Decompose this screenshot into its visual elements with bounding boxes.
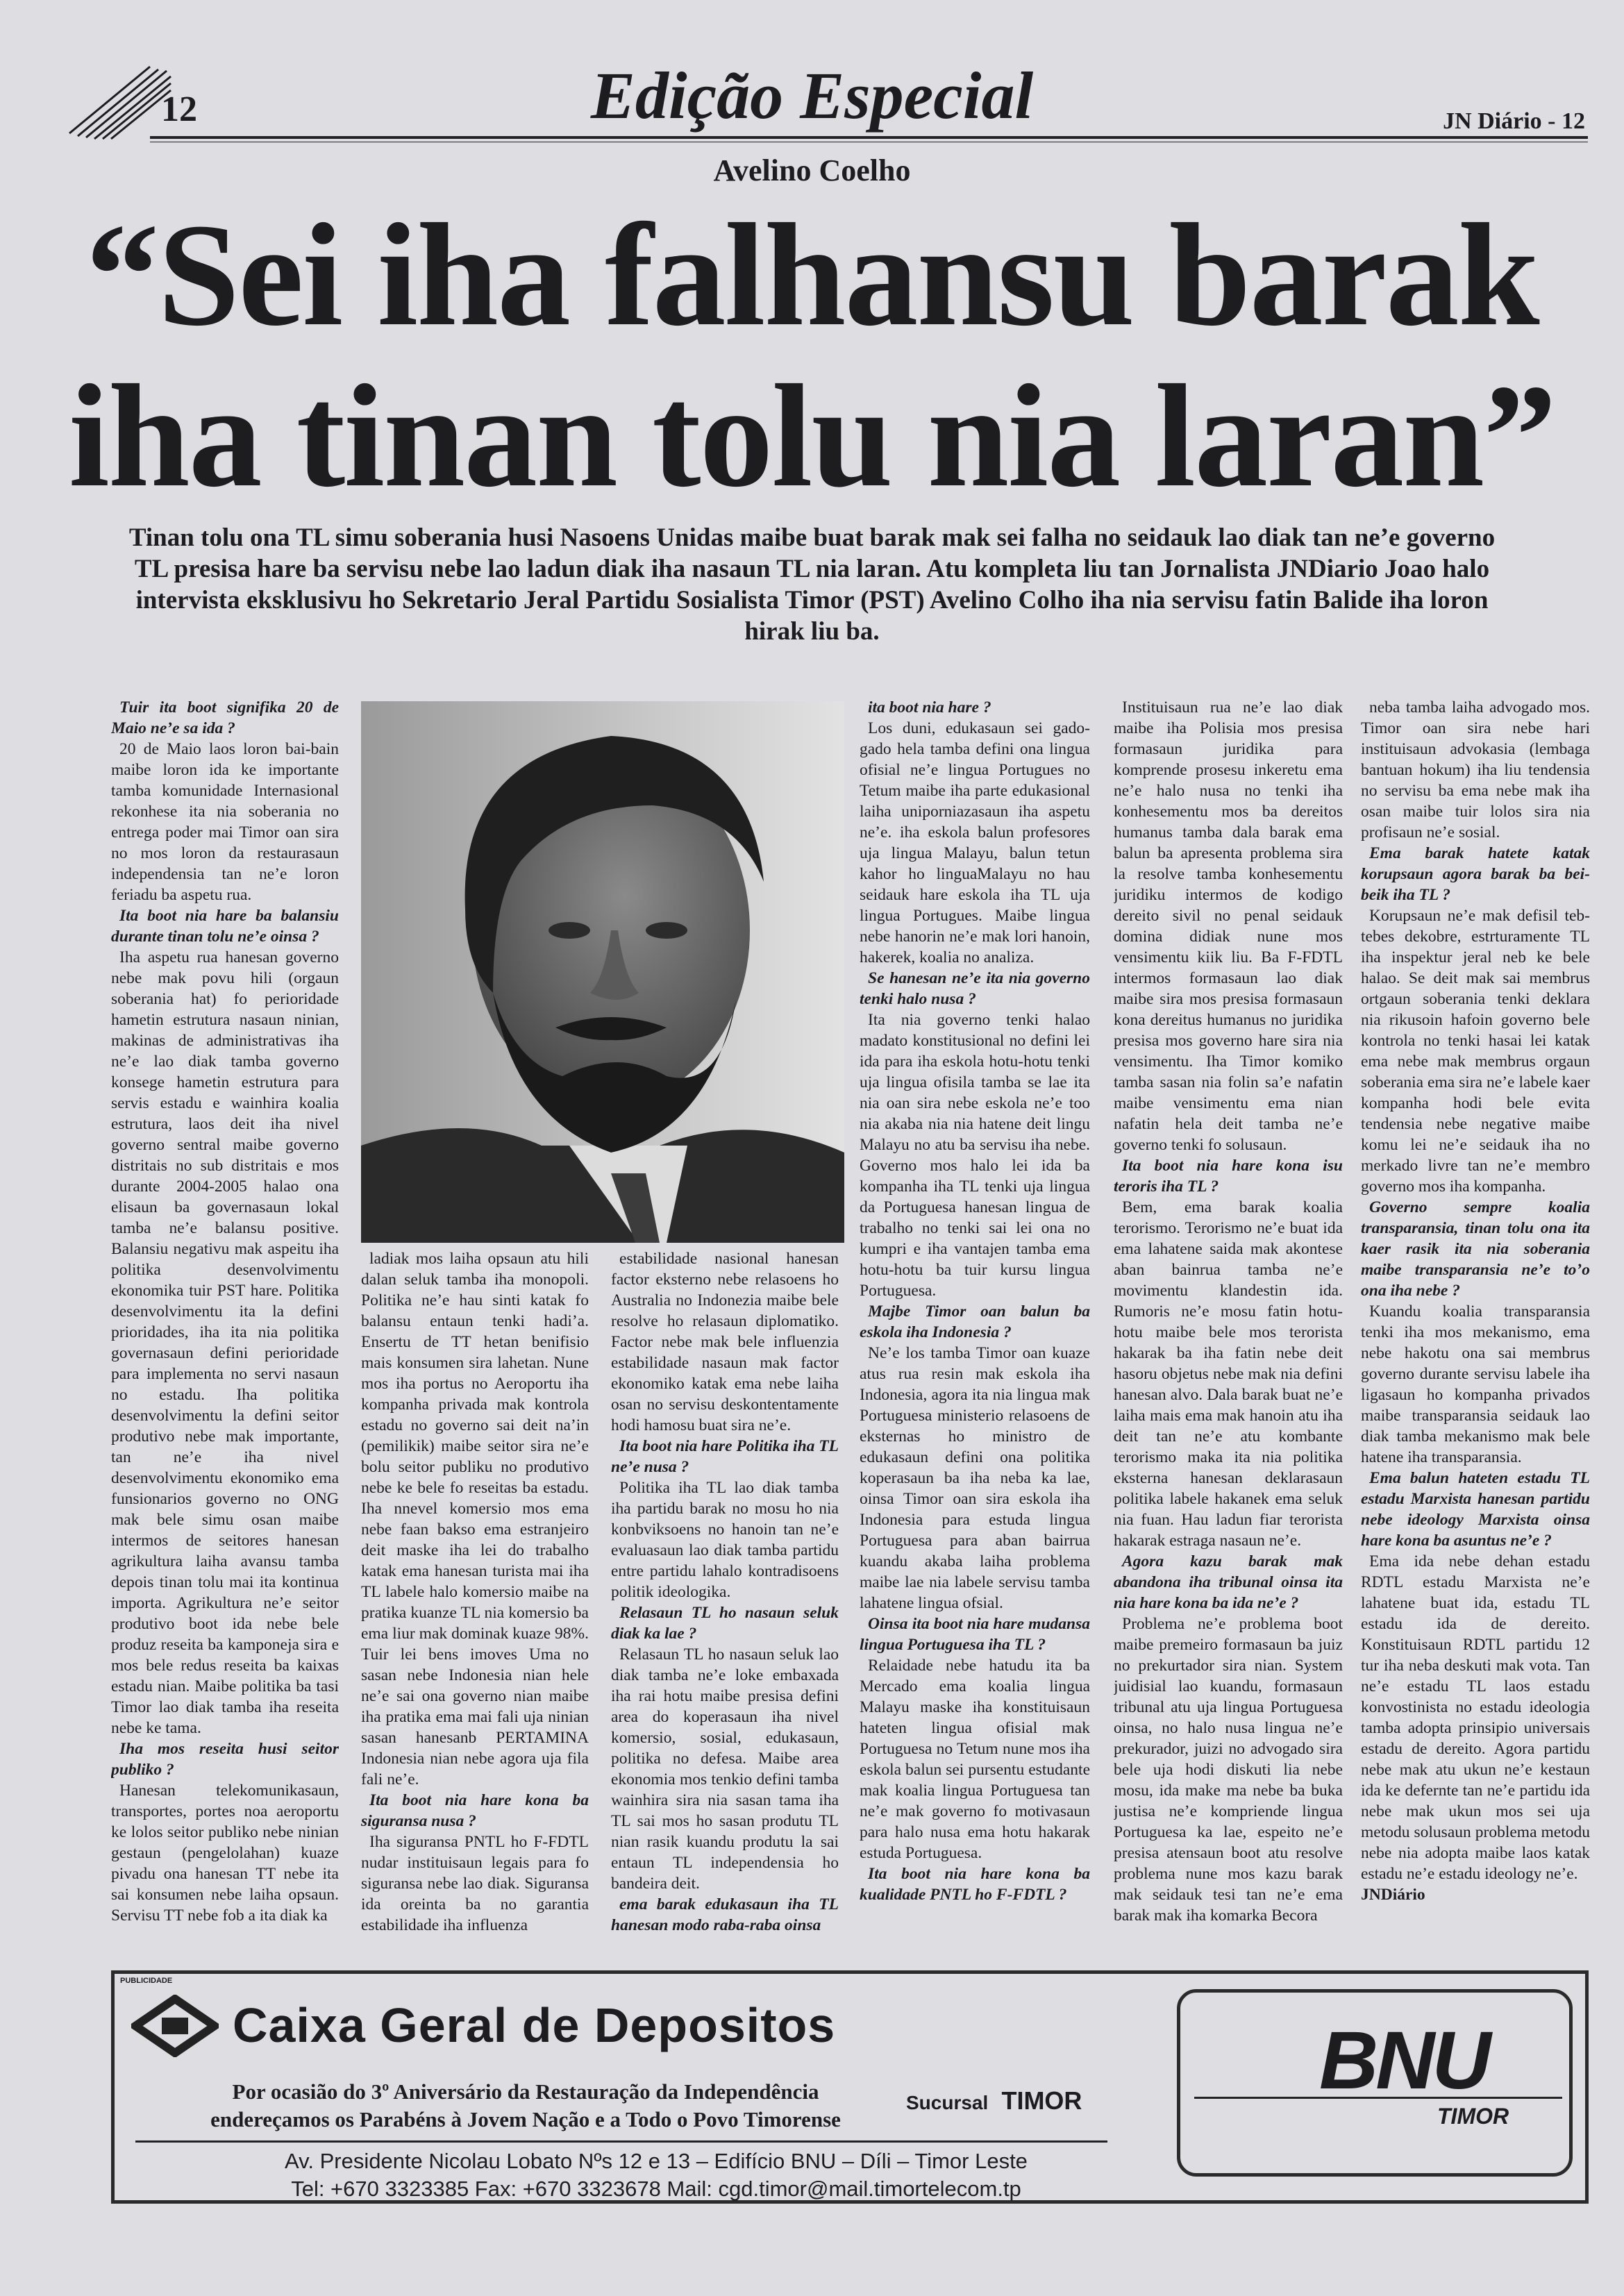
interview-answer: Ema ida nebe dehan estadu RDTL estadu Marxista ne’e lahatene buat ida, estadu TL estadu ida de dereito. Konstituisaun RDTL partidu 12 tur iha neba deskuti mak vota. Tan ne’e estadu TL laos estadu konvostinista no estadu ideologia tamba adopta prinsipio universais estadu de dereito. Agora partidu nebe mak atu ukun ne’e kestaun ida ke defernte tan ne’e partidu ida nebe mak ukun mos sei uja metodu solusaun problema metodu nebe nia adopta maibe laos katak estadu ne’e estadu ideology ne’e. <box>1361 1552 1590 1883</box>
ad-address: Av. Presidente Nicolau Lobato Nºs 12 e 13 – Edifício BNU – Díli – Timor Leste <box>285 2149 1028 2173</box>
interview-answer: neba tamba laiha advogado mos. Timor oan sira nebe hari instituisaun advokasia (lembaga bantuan hokum) iha liu tendensia no servisu ba ema nebe mak iha osan maibe tuir lolos sira nia profisaun ne’e sosial. <box>1361 698 1590 841</box>
article-column-3 <box>611 1248 839 1966</box>
bnu-sub: TIMOR <box>1437 2104 1509 2129</box>
article-column-1 <box>111 697 339 1959</box>
interview-answer: Kuandu koalia transparansia tenki iha mos mekanismo, ema nebe hakotu ona sai membrus governo durante servisu labele iha ligasaun ho kompanha privados maibe transparansia seidauk lao diak tamba mekanismo mak bele hatene iha transparansia. <box>1361 1302 1590 1466</box>
ad-branch-label: Sucursal <box>906 2092 989 2113</box>
ad-divider <box>135 2140 1107 2143</box>
interview-question: Ita boot nia hare ba balansiu durante tinan tolu ne’e oinsa ? <box>111 907 339 946</box>
ad-message-line-1: Por ocasião do 3º Aniversário da Restauração da Independência <box>232 2079 819 2104</box>
interview-answer: Korupsaun ne’e mak defisil teb-tebes dekobre, estrturamente TL iha inspektur jeral neb ke bele halao. Se deit mak sai membrus ortgaun soberania tenki deklara nia rikusoin hafoin governo bele kontrola no tenki hasai lei katak ema nebe mak membrus orgaun soberania ema sira ne’e labele kaer kompanha hodi bele evita tendensia nebe negative maibe komu lei ne’e seidauk iha no merkado livre tan ne’e membro governo mos iha kompanha. <box>1361 907 1590 1196</box>
interview-question: Agora kazu barak mak abandona iha tribunal oinsa ita nia hare kona ba ida ne’e ? <box>1114 1552 1343 1612</box>
interview-question: Ema balun hateten estadu TL estadu Marxista hanesan partidu nebe ideology Marxista oinsa hare kona ba asuntus ne’e ? <box>1361 1469 1590 1550</box>
interview-question: ema barak edukasaun iha TL hanesan modo raba-raba oinsa <box>611 1895 839 1934</box>
cgd-logo-icon <box>131 1995 219 2057</box>
article-column-6 <box>1361 697 1590 1966</box>
interview-question: Ita boot nia hare Politika iha TL ne’e nusa ? <box>611 1437 839 1476</box>
interview-answer: Ne’e los tamba Timor oan kuaze atus rua resin mak eskola iha Indonesia, agora ita nia lingua mak Portuguesa ministerio relasoens de eksternas ho ministro de edukasaun defini ona politika koperasaun ba iha neba ka lae, oinsa Timor oan sira eskola iha Indonesia para estuda lingua Portuguesa para aban bairrua kuandu akaba laiha problema maibe lae nia labele servisu tamba lahatene lingua ofsial. <box>860 1344 1090 1612</box>
ad-branch <box>906 2086 1082 2115</box>
ad-bank-name: Caixa Geral de Depositos <box>233 1998 836 2052</box>
interview-answer: Iha siguransa PNTL ho F-FDTL nudar instituisaun legais para fo siguransa nebe lao diak. Siguransa ida oreinta ba no garantia estabilidade iha influenza <box>361 1833 589 1934</box>
advertisement <box>111 1970 1589 2204</box>
headline <box>42 194 1582 517</box>
interview-question: Ita boot nia hare kona ba kualidade PNTL ho F-FDTL ? <box>860 1865 1090 1904</box>
interview-question: Ita boot nia hare kona isu teroris iha TL ? <box>1114 1157 1343 1196</box>
ad-label: PUBLICIDADE <box>120 1977 173 1985</box>
byline: Avelino Coelho <box>713 153 911 187</box>
interview-question: Governo sempre koalia transparansia, tinan tolu ona ita kaer rasik ita nia soberania maibe transparansia ne’e to’o ona iha nebe ? <box>1361 1198 1590 1300</box>
signature: JNDiário <box>1361 1886 1425 1904</box>
interview-question: Iha mos reseita husi seitor publiko ? <box>111 1740 339 1779</box>
lede: Tinan tolu ona TL simu soberania husi Nasoens Unidas maibe buat barak mak sei falha no seidauk lao diak tan ne’e governo TL presisa hare ba servisu nebe lao ladun diak iha nasaun TL nia laran. Atu kompleta liu tan Jornalista JNDiario Joao halo intervista eksklusivu ho Sekretario Jeral Partidu Sosialista Timor (PST) Avelino Colho iha nia servisu fatin Balide iha loron hirak liu ba. <box>128 523 1496 646</box>
article-column-4 <box>860 697 1090 1966</box>
interview-answer: Iha aspetu rua hanesan governo nebe mak povu hili (orgaun soberania hat) fo perioridade hametin estrutura nasaun ninian, makinas de administrativas iha ne’e lao diak tamba governo konsege hametin estrutura para servis estadu e wainhira koalia estrutura, laos deit iha nivel governo sentral maibe governo distritais no sub distritais e mos durante 2004-2005 halao ona elisaun ba governasaun lokal tamba ne’e balansu positive. Balansiu negativu mak aspeitu iha politika desenvolvimentu ekonomika tuir PST hare. Politika desenvolvimentu ita la defini prioridades, iha ita nia politika governasaun defini perioridade para implementa no servi nasaun no estadu. Iha politika desenvolvimentu la defini seitor produtivo nebe mak importante, tan ne’e iha nivel desenvolvimentu ekonomiko ema funsionarios governo no ONG mak bele simu osan maibe intermos de seitores hanesan agrikultura laiha avansu tamba depois tinan tolu mai ita kontinua importa. Agrikultura ne’e seitor produtivo boot ida nebe bele produz reseita ba kamponeja sira e mos bele redus reseita ba kaixas estadu nian. Maibe politika ba tasi Timor lao diak tamba iha reseita nebe ke tama. <box>111 948 339 1737</box>
ad-contact: Tel: +670 3323385 Fax: +670 3323678 Mail: cgd.timor@mail.timortelecom.tp <box>291 2177 1021 2201</box>
interview-answer: Instituisaun rua ne’e lao diak maibe iha Polisia mos presisa formasaun juridika para komprende prosesu inkeretu ema ne’e halo nusa no tenki iha konhesementu mos ba dereitos humanus tamba dala barak ema balun ba apresenta problema sira la resolve tamba konhesementu juridiku intermos de kodigo dereito sivil no penal seidauk domina didiak nune mos vensimentu kiik liu. Ba F-FDTL intermos formasaun lao diak maibe sira mos presisa formasaun kona dereitus humanus no juridika presisa mos governo hare sira nia vensimentu. Iha Timor komiko tamba sasan nia folin sa’e nafatin maibe vensimentu ema nian nafatin hela deit tamba ne’e governo tenki fo solusaun. <box>1114 698 1343 1154</box>
interview-question: ita boot nia hare ? <box>868 698 991 717</box>
interview-answer: Problema ne’e problema boot maibe premeiro formasaun ba juiz no prekurtador sira nian. System juidisial lao kuandu, formasaun tribunal atu uja lingua Portuguesa oinsa, no halo nusa lingua ne’e prekurador, juizi no advogado sira bele uja hodi diskuti lia nebe mosu, ida make ma nebe ba buka justisa ne’e kompriende lingua Portuguesa ka lae, espeito ne’e presisa atensaun boot atu resolve problema nune mos kazu barak mak seidauk tesi tan ne’e ema barak mak iha komarka Becora <box>1114 1615 1343 1925</box>
ad-address-block <box>115 2147 1198 2203</box>
bnu-logo-box <box>1177 1989 1573 2177</box>
article-column-5 <box>1114 697 1343 1966</box>
bnu-rule <box>1194 2097 1562 2099</box>
interview-answer: Politika iha TL lao diak tamba iha partidu barak no mosu ho nia konbviksoens no hanoin tan ne’e evaluasaun lao diak tamba partidu entre partidu lahalo kontradisoens politik ideologika. <box>611 1479 839 1601</box>
interview-answer: Relaidade nebe hatudu ita ba Mercado ema koalia lingua Malayu maske iha konstituisaun hateten lingua ofisial mak Portuguesa no Tetum nune mos iha eskola balun sei pursentu estudante mak koalia lingua Portuguesa tan ne’e mak governo fo motivasaun para halo nusa ema hotu hakarak estuda Portuguesa. <box>860 1657 1090 1862</box>
running-head: JN Diário - 12 <box>1443 108 1585 134</box>
interview-answer: Ita nia governo tenki halao madato konstitusional no defini lei ida para iha eskola hotu-hotu tenki uja lingua ofisila tamba se lae ita nia oan sira nebe eskola ne’e too nia akaba nia nia hatene deit lingu Malayu no atu ba servisu iha nebe. Governo mos halo lei ida ba kompanha iha TL tenki uja lingua da Portuguesa hanesan lingua de trabalho no tenki sai lei ona no kumpri e iha vantajen tamba ema hotu-hotu ba tuir kursu lingua Portuguesa. <box>860 1011 1090 1300</box>
interview-question: Oinsa ita boot nia hare mudansa lingua Portuguesa iha TL ? <box>860 1615 1090 1654</box>
bnu-brand: BNU <box>1319 2015 1489 2106</box>
interview-question: Relasaun TL ho nasaun seluk diak ka lae ? <box>611 1604 839 1643</box>
interview-question: Ita boot nia hare kona ba siguransa nusa ? <box>361 1791 589 1830</box>
article-column-2 <box>361 1248 589 1966</box>
interview-answer: Relasaun TL ho nasaun seluk lao diak tamba ne’e loke embaxada iha rai hotu maibe presisa defini area do koperasaun iha nivel komersio, sosial, edukasaun, politika no defesa. Maibe area ekonomia mos tenkio defini tamba wainhira sira nia sasan tama iha TL sai mos ho sasan produtu TL nian rasik kuandu produtu la sai entaun TL independensia ho bandeira deit. <box>611 1645 839 1893</box>
interview-answer: estabilidade nasional hanesan factor eksterno nebe relasoens ho Australia no Indonezia maibe bele resolve ho relasaun diplomatiko. Factor nebe mak bele influenzia estabilidade nasaun mak factor ekonomiko katak ema nebe laiha osan no servisu deskontentamente hodi hamosu buat sira ne’e. <box>611 1250 839 1434</box>
ad-message <box>192 2078 859 2134</box>
interview-question: Se hanesan ne’e ita nia governo tenki halo nusa ? <box>860 969 1090 1008</box>
interview-question: Majbe Timor oan balun ba eskola iha Indonesia ? <box>860 1302 1090 1341</box>
ad-message-line-2: endereçamos os Parabéns à Jovem Nação e a Todo o Povo Timorense <box>210 2107 841 2131</box>
page-number: 12 <box>161 90 197 129</box>
interview-answer: 20 de Maio laos loron bai-bain maibe loron ida ke importante tamba komunidade Internasional rekonhese ita nia soberania no entrega poder mai Timor oan sira no mos loron da restaurasaun independensia tan ne’e loron feriadu ba aspetu rua. <box>111 740 339 904</box>
interview-question: Ema barak hatete katak korupsaun agora barak ba bei-beik iha TL ? <box>1361 844 1590 904</box>
headline-line-2: iha tinan tolu nia laran” <box>68 354 1556 517</box>
ad-branch-name: TIMOR <box>1001 2086 1082 2115</box>
interview-answer: ladiak mos laiha opsaun atu hili dalan seluk tamba iha monopoli. Politika ne’e hau sinti katak fo balansu entaun tenki hadi’a. Ensertu de TT hetan benifisio mais konsumen sira lahetan. Nune mos iha portus no Aeroportu iha kompanha privada mak kontrola estadu no governo sai deit na’in (pemilikik) maibe seitor sira ne’e bolu seitor publiku no produtivo nebe ke bele fo reseitas ba estadu. Iha nnevel komersio mos ema nebe faan bakso ema estranjeiro deit maske iha lei do trabalho katak ema hanesan turista mai iha TL labele halo komersio maibe na pratika kuanze TL nia komersio ba ema liur mak dominak kuaze 98%. Tuir lei bens imoves Uma no sasan nebe Indonesia nian hele ne’e sai ona governo nian maibe iha pratika ema mai fali uja ninian sasan hanesanb PERTAMINA Indonesia nian nebe agora uja fila fali ne’e. <box>361 1250 589 1788</box>
interview-answer: Hanesan telekomunikasaun, transportes, portes noa aeroportu ke lolos seitor publiko nebe ninian gestaun (pengelolahan) kuaze pivadu ona hanesan TT nebe ita sai konsumen nebe laiha opsaun. Servisu TT nebe fob a ita diak ka <box>111 1782 339 1925</box>
interview-answer: Los duni, edukasaun sei gado-gado hela tamba defini ona lingua ofisial ne’e lingua Portugues no Tetum maibe iha parte edukasional laiha uniporniazasaun iha aspetu ne’e. iha eskola balun profesores uja lingua Malayu, balun tetun kahor ho linguaMalayu no hau seidauk hare eskola iha TL uja lingua Portugues. Maibe lingua nebe hanorin ne’e mak lori hanoin, hakerek, koalia no analiza. <box>860 719 1090 966</box>
section-title: Edição Especial <box>590 58 1034 133</box>
interview-question: Tuir ita boot signifika 20 de Maio ne’e sa ida ? <box>111 698 339 737</box>
interview-answer: Bem, ema barak koalia terorismo. Terorismo ne’e buat ida ema lahatene saida mak akontese aban bainrua tamba ne’e movimentu klandestin ida. Rumoris ne’e mosu fatin hotu-hotu maibe bele mos terorista hakarak ba iha fatin nebe deit hasoru objetus nebe mak nia defini hanesan alvo. Dala barak buat ne’e laiha mais ema mak hanoin atu iha deit tan ne’e atu kombante terorismo maka ita nia politika eksterna hanesan deklarasaun politika labele hakanek ema seluk nia fuan. Hau ladun fiar terorista hakarak estraga nasaun ne’e. <box>1114 1198 1343 1550</box>
header-rule <box>150 136 1588 139</box>
headline-line-1: “Sei iha falhansu barak <box>85 193 1539 356</box>
portrait-photo <box>361 701 844 1243</box>
